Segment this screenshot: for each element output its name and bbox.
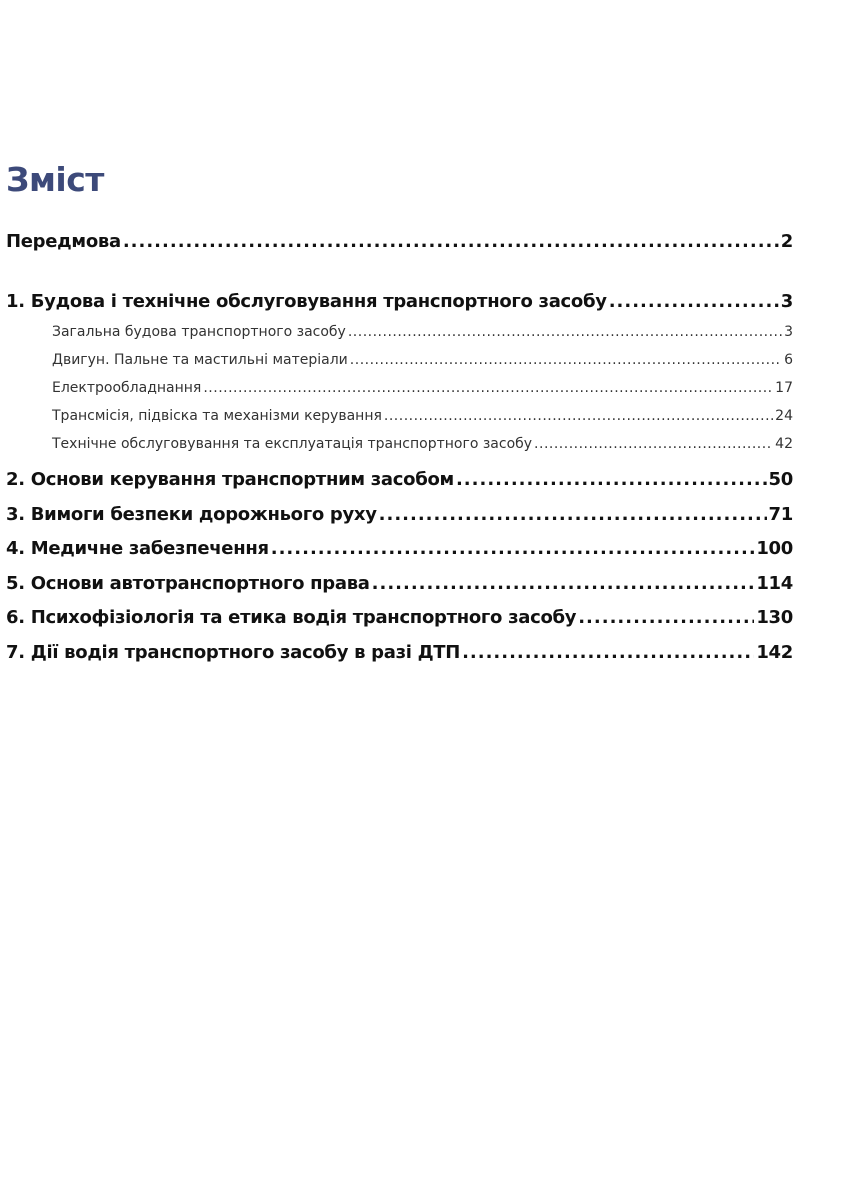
toc-entry-label: 5. Основи автотранспортного права	[6, 573, 370, 594]
toc-entry-chapter-2[interactable]	[6, 468, 793, 492]
dot-leader	[534, 434, 773, 454]
dot-leader	[379, 503, 767, 527]
toc-entry-label: 2. Основи керування транспортним засобом	[6, 469, 454, 490]
dot-leader	[456, 468, 767, 492]
toc-page-number: 24	[775, 408, 793, 424]
toc-page-number: 71	[768, 504, 793, 525]
toc-entry-label: Електрообладнання	[52, 380, 202, 396]
toc-entry-label: Передмова	[6, 231, 121, 252]
toc-entry-chapter-4[interactable]	[6, 537, 793, 561]
toc-entry-chapter-3[interactable]	[6, 503, 793, 527]
toc-entry-section-1-2[interactable]	[52, 350, 793, 370]
toc-entry-preface[interactable]	[6, 230, 793, 254]
toc-entry-chapter-6[interactable]	[6, 606, 793, 630]
toc-page-number: 2	[780, 231, 793, 252]
dot-leader	[578, 606, 754, 630]
dot-leader	[372, 572, 755, 596]
toc-page-number: 17	[775, 380, 793, 396]
toc-entry-section-1-4[interactable]	[52, 406, 793, 426]
toc-entry-chapter-7[interactable]	[6, 641, 793, 665]
dot-leader	[123, 230, 779, 254]
toc-page-number: 3	[780, 291, 793, 312]
toc-page-number: 114	[756, 573, 793, 594]
toc-page-number: 6	[784, 352, 793, 368]
toc-entry-label: Двигун. Пальне та мастильні матеріали	[52, 352, 348, 368]
dot-leader	[271, 537, 755, 561]
toc-entry-label: 4. Медичне забезпечення	[6, 538, 269, 559]
toc-entry-section-1-1[interactable]	[52, 322, 793, 342]
dot-leader	[609, 290, 779, 314]
toc-page-number: 100	[756, 538, 793, 559]
toc-entry-label: Технічне обслуговування та експлуатація транспортного засобу	[52, 436, 533, 452]
toc-entry-label: 7. Дії водія транспортного засобу в разі ДТП	[6, 642, 461, 663]
toc-page-number: 50	[768, 469, 793, 490]
dot-leader	[462, 641, 754, 665]
toc-page-number: 142	[756, 642, 793, 663]
dot-leader	[350, 350, 782, 370]
toc-entry-chapter-5[interactable]	[6, 572, 793, 596]
toc-page-number: 130	[756, 607, 793, 628]
dot-leader	[384, 406, 773, 426]
dot-leader	[348, 322, 782, 342]
dot-leader	[203, 378, 773, 398]
toc-entry-chapter-1[interactable]	[6, 290, 793, 314]
toc-page-number: 42	[775, 436, 793, 452]
toc-entry-label: 1. Будова і технічне обслуговування транспортного засобу	[6, 291, 607, 312]
toc-entry-label: Трансмісія, підвіска та механізми керування	[52, 408, 382, 424]
toc-entry-section-1-3[interactable]	[52, 378, 793, 398]
toc-entry-label: 3. Вимоги безпеки дорожнього руху	[6, 504, 377, 525]
toc-entry-label: 6. Психофізіологія та етика водія транспортного засобу	[6, 607, 577, 628]
page-title: Зміст	[6, 160, 104, 199]
toc-entry-label: Загальна будова транспортного засобу	[52, 324, 346, 340]
toc-entry-section-1-5[interactable]	[52, 434, 793, 454]
toc-page-number: 3	[784, 324, 793, 340]
